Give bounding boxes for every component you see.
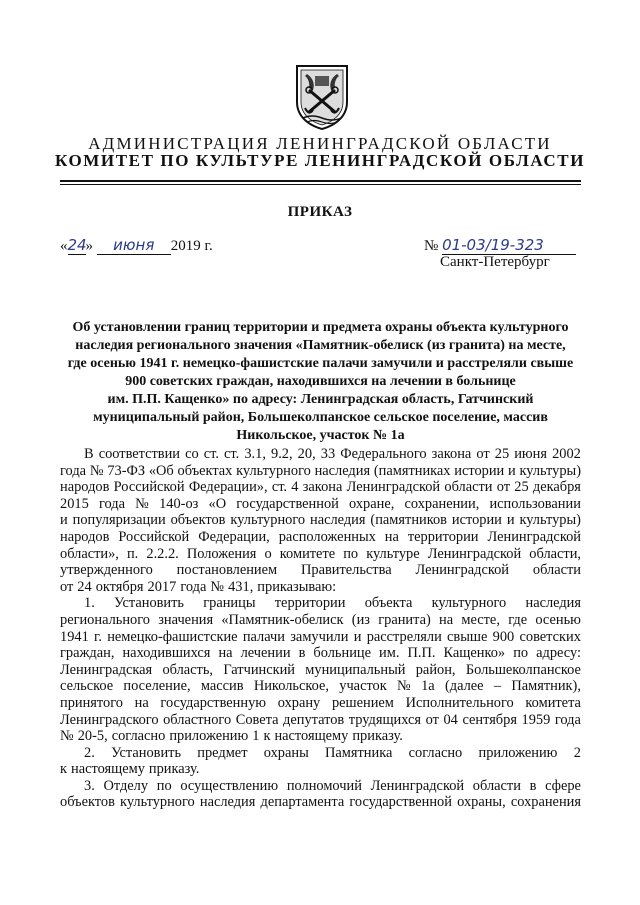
committee-name: КОМИТЕТ ПО КУЛЬТУРЕ ЛЕНИНГРАДСКОЙ ОБЛАСТИ bbox=[54, 151, 586, 170]
title-line: Об установлении границ территории и предмета охраны объекта культурного bbox=[72, 320, 569, 335]
document-type: ПРИКАЗ bbox=[287, 204, 353, 220]
body-line: № 20-5, согласно приложению 1 к настоящему приказу. bbox=[60, 728, 403, 745]
body-line: 2. Установить предмет охраны Памятника согласно приложению 2 bbox=[84, 744, 581, 761]
body-line: народов Российской Федерации», ст. 4 закона Ленинградской области от 25 декабря bbox=[60, 479, 581, 496]
title-line: муниципальный район, Большеколпанское сельское поселение, массив bbox=[93, 410, 548, 425]
body-line: 2015 года № 140-оз «О государственной охране, сохранении, использовании bbox=[60, 495, 581, 512]
body-line: В соответствии со ст. ст. 3.1, 9.2, 20, 33 Федерального закона от 25 июня 2002 bbox=[84, 446, 581, 462]
body-line: года № 73-ФЗ «Об объектах культурного наследия (памятниках истории и культуры) bbox=[60, 462, 581, 479]
number-prefix: № bbox=[424, 238, 439, 254]
body-line: области», п. 2.2.2. Положения о комитете по культуре Ленинградской области, bbox=[60, 545, 581, 562]
organization-name: АДМИНИСТРАЦИЯ ЛЕНИНГРАДСКОЙ ОБЛАСТИ bbox=[88, 134, 552, 153]
date-close-quote: » bbox=[85, 238, 93, 254]
coat-of-arms-icon bbox=[293, 64, 351, 130]
header-rule-thin bbox=[60, 184, 581, 185]
body-line: и популяризации объектов культурного наследия (памятников истории и культуры) bbox=[60, 512, 581, 529]
title-line: 900 советских граждан, находившихся на лечении в больнице bbox=[125, 374, 516, 389]
body-line: граждан, находившихся на лечении в больнице им. П.П. Кащенко» по адресу: bbox=[60, 645, 581, 662]
header-rule-thick bbox=[60, 180, 581, 182]
body-line: регионального значения «Памятник-обелиск (из гранита) на месте, где осенью bbox=[60, 611, 581, 628]
document-number bbox=[424, 236, 576, 255]
date-month: июня bbox=[97, 236, 171, 255]
body-line: 1941 г. немецко-фашистские палачи замучили и расстреляли свыше 900 советских bbox=[60, 628, 581, 645]
body-line: от 24 октября 2017 года № 431, приказываю: bbox=[60, 578, 337, 595]
body-line: Ленинградского областного Совета депутатов трудящихся от 04 сентября 1959 года bbox=[60, 711, 581, 728]
body-line: 1. Установить границы территории объекта культурного наследия bbox=[84, 595, 581, 612]
body-line: объектов культурного наследия департамента государственной охраны, сохранения bbox=[60, 794, 581, 811]
date-year: 2019 г. bbox=[170, 238, 213, 254]
title-line: им. П.П. Кащенко» по адресу: Ленинградская область, Гатчинский bbox=[107, 392, 534, 407]
date-open-quote: « bbox=[60, 238, 68, 254]
number-value: 01-03/19-323 bbox=[442, 236, 576, 255]
body-line: Ленинградская область, Гатчинский муниципальный район, Большеколпанское bbox=[60, 661, 581, 678]
body-line: народов Российской Федерации, расположенных на территории Ленинградской bbox=[60, 528, 581, 545]
body-line: принятого на государственную охрану решением Исполнительного комитета bbox=[60, 694, 581, 711]
title-line: Никольское, участок № 1а bbox=[236, 428, 405, 443]
document-body bbox=[60, 446, 581, 811]
document-title bbox=[60, 319, 581, 445]
date-day: 24 bbox=[67, 236, 87, 254]
body-line: 3. Отделу по осуществлению полномочий Ленинградской области в сфере bbox=[84, 777, 581, 794]
title-line: наследия регионального значения «Памятник-обелиск (из гранита) на месте, bbox=[75, 338, 566, 353]
body-line: сельское поселение, массив Никольское, участок № 1а (далее – Памятник), bbox=[60, 678, 581, 695]
title-line: где осенью 1941 г. немецко-фашистские палачи замучили и расстреляли свыше bbox=[67, 356, 574, 371]
body-line: утвержденного постановлением Правительства Ленинградской области bbox=[60, 562, 581, 579]
body-line: к настоящему приказу. bbox=[60, 761, 200, 778]
document-city: Санкт-Петербург bbox=[440, 254, 550, 270]
document-date bbox=[60, 236, 213, 255]
